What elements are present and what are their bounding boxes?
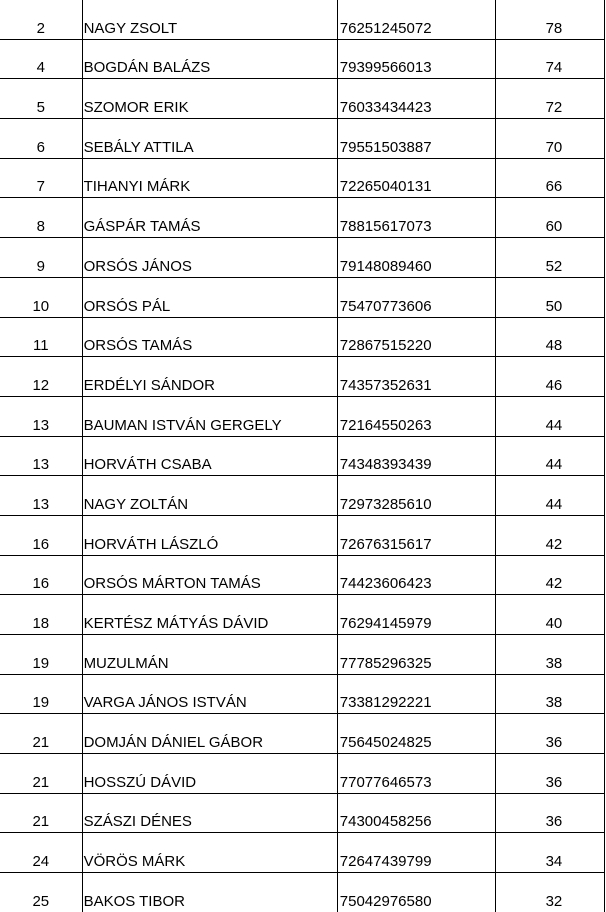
points-cell: 38 (495, 674, 604, 714)
rank-cell: 21 (0, 793, 82, 833)
id-number-cell: 73381292221 (337, 674, 495, 714)
table-row (0, 476, 605, 516)
rank-cell: 13 (0, 396, 82, 436)
rank-cell: 4 (0, 39, 82, 79)
id-number-cell: 78815617073 (337, 198, 495, 238)
points-cell: 36 (495, 714, 604, 754)
id-number-cell: 76294145979 (337, 595, 495, 635)
points-cell: 38 (495, 635, 604, 675)
table-row (0, 555, 605, 595)
name-cell: MUZULMÁN (82, 635, 337, 675)
rank-cell: 8 (0, 198, 82, 238)
rank-cell: 5 (0, 79, 82, 119)
rank-cell: 2 (0, 0, 82, 39)
id-number-cell: 74423606423 (337, 555, 495, 595)
points-cell: 40 (495, 595, 604, 635)
id-number-cell: 79148089460 (337, 238, 495, 278)
id-number-cell: 76033434423 (337, 79, 495, 119)
table-row (0, 873, 605, 912)
points-cell: 44 (495, 476, 604, 516)
rank-cell: 21 (0, 754, 82, 794)
table-row (0, 436, 605, 476)
table-row (0, 158, 605, 198)
rank-cell: 21 (0, 714, 82, 754)
id-number-cell: 77077646573 (337, 754, 495, 794)
id-number-cell: 77785296325 (337, 635, 495, 675)
table-row (0, 119, 605, 159)
table-row (0, 515, 605, 555)
table-row (0, 79, 605, 119)
rank-cell: 12 (0, 357, 82, 397)
rank-cell: 25 (0, 873, 82, 912)
rank-cell: 6 (0, 119, 82, 159)
points-cell: 52 (495, 238, 604, 278)
id-number-cell: 75470773606 (337, 277, 495, 317)
id-number-cell: 72867515220 (337, 317, 495, 357)
points-cell: 78 (495, 0, 604, 39)
rank-cell: 19 (0, 674, 82, 714)
points-cell: 70 (495, 119, 604, 159)
id-number-cell: 75042976580 (337, 873, 495, 912)
points-cell: 36 (495, 793, 604, 833)
points-cell: 72 (495, 79, 604, 119)
name-cell: ORSÓS JÁNOS (82, 238, 337, 278)
table-row (0, 674, 605, 714)
rank-cell: 16 (0, 515, 82, 555)
id-number-cell: 79551503887 (337, 119, 495, 159)
name-cell: HORVÁTH LÁSZLÓ (82, 515, 337, 555)
name-cell: ERDÉLYI SÁNDOR (82, 357, 337, 397)
name-cell: SZÁSZI DÉNES (82, 793, 337, 833)
name-cell: NAGY ZOLTÁN (82, 476, 337, 516)
table-row (0, 39, 605, 79)
rank-cell: 7 (0, 158, 82, 198)
name-cell: SZOMOR ERIK (82, 79, 337, 119)
points-cell: 36 (495, 754, 604, 794)
name-cell: ORSÓS TAMÁS (82, 317, 337, 357)
name-cell: KERTÉSZ MÁTYÁS DÁVID (82, 595, 337, 635)
table-row (0, 754, 605, 794)
table-row (0, 198, 605, 238)
id-number-cell: 79399566013 (337, 39, 495, 79)
rank-cell: 13 (0, 476, 82, 516)
points-cell: 50 (495, 277, 604, 317)
name-cell: ORSÓS PÁL (82, 277, 337, 317)
table-row (0, 277, 605, 317)
points-cell: 44 (495, 436, 604, 476)
id-number-cell: 72973285610 (337, 476, 495, 516)
table-row (0, 714, 605, 754)
table-row (0, 0, 605, 39)
table-row (0, 635, 605, 675)
name-cell: HORVÁTH CSABA (82, 436, 337, 476)
points-cell: 34 (495, 833, 604, 873)
rank-cell: 24 (0, 833, 82, 873)
name-cell: ORSÓS MÁRTON TAMÁS (82, 555, 337, 595)
id-number-cell: 72265040131 (337, 158, 495, 198)
name-cell: BAKOS TIBOR (82, 873, 337, 912)
id-number-cell: 75645024825 (337, 714, 495, 754)
rank-cell: 19 (0, 635, 82, 675)
points-cell: 48 (495, 317, 604, 357)
points-cell: 60 (495, 198, 604, 238)
table-row (0, 317, 605, 357)
id-number-cell: 76251245072 (337, 0, 495, 39)
points-cell: 66 (495, 158, 604, 198)
rank-cell: 16 (0, 555, 82, 595)
rank-cell: 13 (0, 436, 82, 476)
table-row (0, 238, 605, 278)
id-number-cell: 72676315617 (337, 515, 495, 555)
points-cell: 42 (495, 515, 604, 555)
points-cell: 42 (495, 555, 604, 595)
name-cell: GÁSPÁR TAMÁS (82, 198, 337, 238)
id-number-cell: 72647439799 (337, 833, 495, 873)
table-row (0, 357, 605, 397)
table-row (0, 833, 605, 873)
name-cell: HOSSZÚ DÁVID (82, 754, 337, 794)
id-number-cell: 74357352631 (337, 357, 495, 397)
table-row (0, 396, 605, 436)
id-number-cell: 72164550263 (337, 396, 495, 436)
points-cell: 44 (495, 396, 604, 436)
points-cell: 32 (495, 873, 604, 912)
points-cell: 74 (495, 39, 604, 79)
name-cell: DOMJÁN DÁNIEL GÁBOR (82, 714, 337, 754)
table-row (0, 793, 605, 833)
table-row (0, 595, 605, 635)
points-cell: 46 (495, 357, 604, 397)
name-cell: SEBÁLY ATTILA (82, 119, 337, 159)
id-number-cell: 74300458256 (337, 793, 495, 833)
id-number-cell: 74348393439 (337, 436, 495, 476)
rank-cell: 10 (0, 277, 82, 317)
name-cell: NAGY ZSOLT (82, 0, 337, 39)
name-cell: VARGA JÁNOS ISTVÁN (82, 674, 337, 714)
rank-cell: 9 (0, 238, 82, 278)
name-cell: BOGDÁN BALÁZS (82, 39, 337, 79)
name-cell: TIHANYI MÁRK (82, 158, 337, 198)
name-cell: VÖRÖS MÁRK (82, 833, 337, 873)
name-cell: BAUMAN ISTVÁN GERGELY (82, 396, 337, 436)
rank-cell: 18 (0, 595, 82, 635)
rank-cell: 11 (0, 317, 82, 357)
